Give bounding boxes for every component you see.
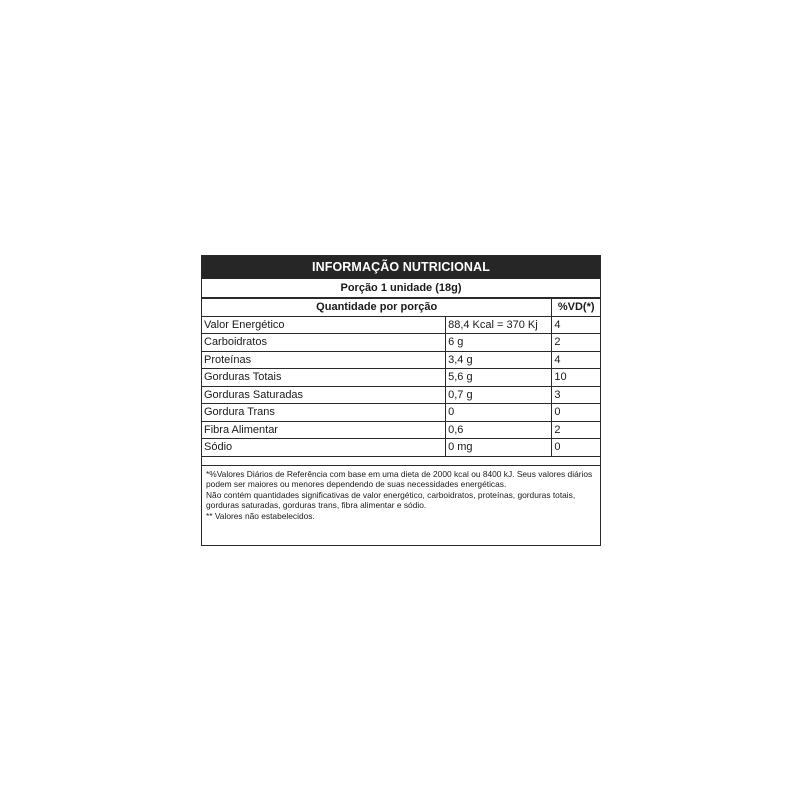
nutrition-table	[202, 298, 600, 457]
nutrient-name: Gordura Trans	[202, 404, 446, 422]
nutrient-daily-value: 4	[552, 351, 600, 369]
nutrient-name: Valor Energético	[202, 316, 446, 334]
nutrient-name: Gorduras Saturadas	[202, 386, 446, 404]
footnote-not-significant: Não contém quantidades significativas de valor energético, carboidratos, proteínas, gorduras totais, gorduras saturadas, gorduras trans, fibra alimentar e sódio.	[206, 489, 576, 510]
nutrient-name: Fibra Alimentar	[202, 421, 446, 439]
table-row	[202, 404, 600, 422]
footnotes	[202, 466, 600, 522]
nutrient-amount: 88,4 Kcal = 370 Kj	[446, 316, 552, 334]
nutrient-amount: 0,6	[446, 421, 552, 439]
daily-value-header: %VD(*)	[552, 299, 600, 317]
nutrient-name: Carboidratos	[202, 334, 446, 352]
nutrient-amount: 0	[446, 404, 552, 422]
footnote-not-established: ** Valores não estabelecidos.	[206, 510, 315, 521]
nutrient-daily-value: 3	[552, 386, 600, 404]
table-row	[202, 369, 600, 387]
nutrient-amount: 6 g	[446, 334, 552, 352]
table-row	[202, 334, 600, 352]
nutrient-amount: 0 mg	[446, 439, 552, 457]
nutrient-name: Proteínas	[202, 351, 446, 369]
table-row	[202, 351, 600, 369]
table-divider	[202, 457, 600, 466]
table-row	[202, 439, 600, 457]
nutrient-daily-value: 4	[552, 316, 600, 334]
nutrient-daily-value: 10	[552, 369, 600, 387]
table-row	[202, 421, 600, 439]
table-row	[202, 386, 600, 404]
nutrient-daily-value: 2	[552, 334, 600, 352]
nutrient-amount: 3,4 g	[446, 351, 552, 369]
nutrient-amount: 5,6 g	[446, 369, 552, 387]
nutrient-name: Sódio	[202, 439, 446, 457]
table-header-row	[202, 299, 600, 317]
nutrition-facts-label	[201, 255, 601, 546]
label-title: INFORMAÇÃO NUTRICIONAL	[202, 256, 600, 279]
nutrient-daily-value: 2	[552, 421, 600, 439]
nutrient-daily-value: 0	[552, 404, 600, 422]
nutrient-amount: 0,7 g	[446, 386, 552, 404]
footnote-reference: *%Valores Diários de Referência com base em uma dieta de 2000 kcal ou 8400 kJ. Seus valores diários podem ser maiores ou menores dependendo de suas necessidades energéticas.	[206, 468, 593, 489]
nutrient-daily-value: 0	[552, 439, 600, 457]
portion-size: Porção 1 unidade (18g)	[202, 279, 600, 298]
table-row	[202, 316, 600, 334]
quantity-per-portion-header: Quantidade por porção	[202, 299, 552, 317]
nutrient-name: Gorduras Totais	[202, 369, 446, 387]
